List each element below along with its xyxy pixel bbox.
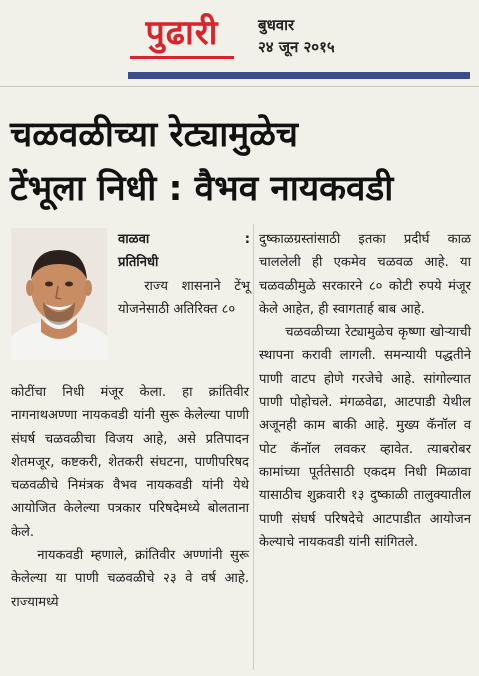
paragraph-1-lead: राज्य शासनाने टेंभू योजनेसाठी अतिरिक्त ८० bbox=[118, 278, 250, 317]
paragraph-2: नायकवडी म्हणाले, क्रांतिवीर अण्णांनी सुरू केलेल्या या पाणी चळवळीचे २३ वे वर्ष आहे. राज्यामध्ये bbox=[11, 548, 249, 610]
issue-date-text: २४ जून २०१५ bbox=[258, 38, 335, 56]
masthead bbox=[0, 0, 479, 88]
column-left-top bbox=[118, 228, 250, 321]
dateline-place: वाळवा bbox=[118, 232, 150, 247]
masthead-rule bbox=[128, 72, 470, 79]
page-divider bbox=[0, 86, 479, 87]
reporter-portrait-photo bbox=[11, 228, 107, 360]
headline-line-1: चळवळीच्या रेट्यामुळेच bbox=[10, 115, 299, 155]
paragraph-1-rest: कोटींचा निधी मंजूर केला. हा क्रांतिवीर नागनाथअण्णा नायकवडी यांनी सुरू केलेल्या पाणी संघर्ष चळवळीचा विजय आहे, असे प्रतिपादन शेतमजूर, कष्टकरी, शेतकरी संघटना, पाणीपरिषद चळवळीचे निमंत्रक वैभव नायकवडी यांनी येथे आयोजित केलेल्या पत्रकार परिषदेमध्ये बोलताना केले. bbox=[11, 385, 249, 540]
issue-weekday: बुधवार bbox=[258, 16, 295, 34]
column-right bbox=[259, 228, 471, 554]
headline bbox=[10, 108, 472, 216]
column-divider bbox=[253, 224, 254, 670]
paragraph-4: चळवळीच्या रेट्यामुळेच कृष्णा खोऱ्याची स्थापना करावी लागली. समन्यायी पद्धतीने पाणी वाटप होणे गरजेचे आहे. सांगोल्यात पाणी पोहोचले. मंगळवेढा, आटपाडी येथील अजूनही काम बाकी आहे. मुख्य कॅनॉल व पोट कॅनॉल लवकर व्हावेत. त्याबरोबर कामांच्या पूर्ततेसाठी एकदम निधी मिळावा यासाठीच शुक्रवारी १३ दुष्काळी तालुक्यातील पाणी संघर्ष परिषदेचे आटपाडीत आयोजन केल्याचे नायकवडी यांनी सांगितले. bbox=[259, 325, 471, 550]
issue-date bbox=[258, 14, 335, 58]
headline-line-2: टेंभूला निधी : वैभव नायकवडी bbox=[10, 169, 394, 209]
paragraph-3: दुष्काळग्रस्तांसाठी इतका प्रदीर्घ काळ चाललेली ही एकमेव चळवळ आहे. या चळवळीमुळे सरकारने ८० कोटी रुपये मंजूर केले आहेत, ही स्वागतार्ह बाब आहे. bbox=[259, 232, 471, 317]
newspaper-logo: पुढारी bbox=[130, 10, 234, 59]
dateline bbox=[118, 228, 250, 251]
dateline-separator: : bbox=[244, 232, 250, 247]
dateline-role: प्रतिनिधी bbox=[118, 255, 159, 271]
column-left-main bbox=[11, 381, 249, 614]
portrait-icon bbox=[11, 228, 107, 360]
